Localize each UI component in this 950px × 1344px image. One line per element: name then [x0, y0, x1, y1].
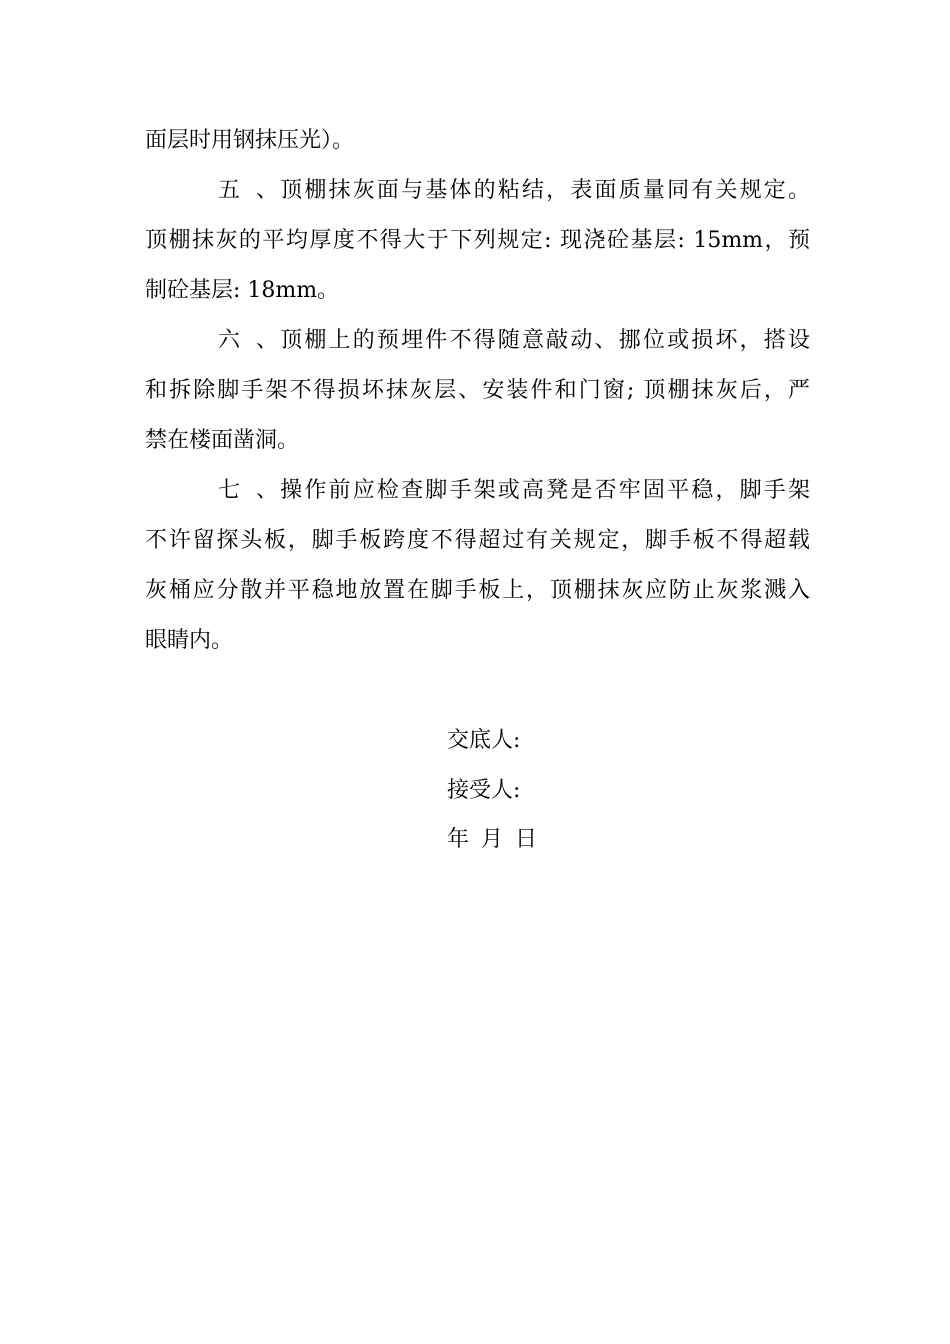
- paragraph-4-tail: [145, 121, 810, 161]
- text-line: 操作前应检查脚手架或高凳是否牢固平稳，脚手架: [278, 478, 810, 503]
- year-label: 年: [447, 827, 470, 852]
- paragraph-7-line-4: [145, 621, 810, 661]
- paragraph-5-line-1: [218, 171, 810, 211]
- paragraph-7-line-3: [145, 571, 810, 611]
- text-line: 顶棚抹灰面与基体的粘结，表面质量同有关规定。: [278, 178, 810, 203]
- text-line: 不许留探头板，脚手板跨度不得超过有关规定，脚手板不得超载: [145, 528, 810, 553]
- paragraph-5-line-2: [145, 221, 810, 261]
- text-line: 和拆除脚手架不得损坏抹灰层、安装件和门窗; 顶棚抹灰后，严: [145, 378, 810, 403]
- paragraph-5-line-3: [145, 271, 810, 311]
- receiver-label: 接受人:: [447, 778, 521, 803]
- paragraph-6-line-2: [145, 371, 810, 411]
- text-line: 禁在楼面凿洞。: [145, 428, 300, 453]
- text-line: 顶棚抹灰的平均厚度不得大于下列规定: 现浇砼基层: 15mm，预: [145, 228, 810, 253]
- text-line: 顶棚上的预埋件不得随意敲动、挪位或损坏，搭设: [278, 328, 810, 353]
- text-line: 灰桶应分散并平稳地放置在脚手板上，顶棚抹灰应防止灰浆溅入: [145, 578, 810, 603]
- day-label: 日: [515, 827, 538, 852]
- discloser-label: 交底人:: [447, 728, 521, 753]
- item-number-6: 六、: [218, 328, 278, 353]
- paragraph-7-line-1: [218, 471, 810, 511]
- item-number-7: 七、: [218, 478, 278, 503]
- paragraph-6-line-1: [218, 321, 810, 361]
- text-line: 面层时用钢抹压光）。: [145, 128, 355, 153]
- paragraph-6-line-3: [145, 421, 810, 461]
- paragraph-7-line-2: [145, 521, 810, 561]
- text-line: 制砼基层: 18mm。: [145, 278, 340, 303]
- date-line: [447, 820, 549, 860]
- text-line: 眼睛内。: [145, 628, 234, 653]
- item-number-5: 五、: [218, 178, 278, 203]
- month-label: 月: [481, 827, 504, 852]
